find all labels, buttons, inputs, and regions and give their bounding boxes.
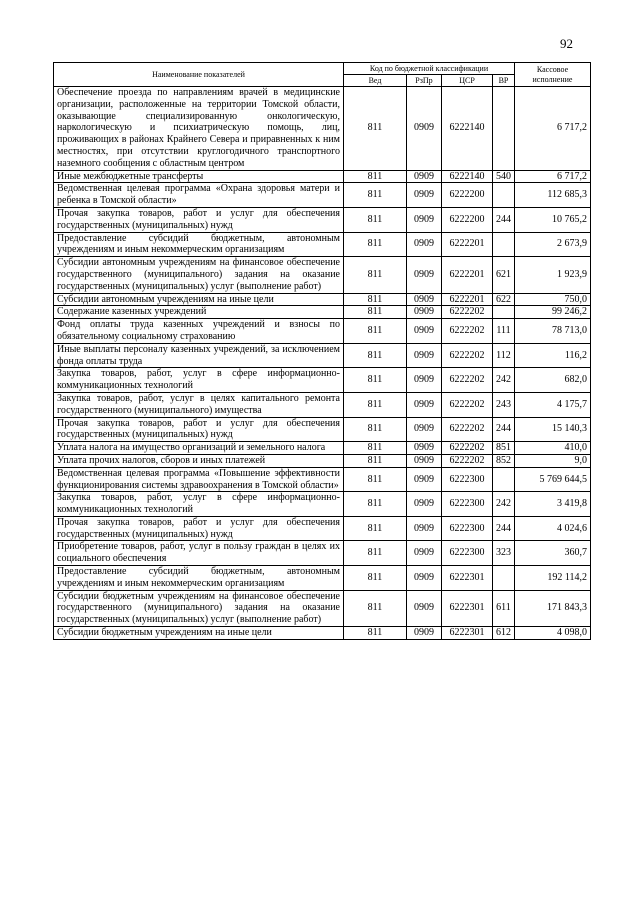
cell-amount: 78 713,0 <box>515 319 591 344</box>
table-row <box>54 343 591 368</box>
cell-name: Обеспечение проезда по направлениям врачей в медицинские организации, расположенные на территории Томской области, оказывающие специализированную онкологическую, наркологическую и психиатрическую помощь, лиц, проживающих в районах Крайнего Севера и приравненных к ним местностях, при отсутствии круглогодичного транспортного наземного сообщения с областным центром <box>54 87 344 171</box>
cell-name: Субсидии бюджетным учреждениям на финансовое обеспечение государственного (муниципального) задания на оказание государственных (муниципальных) услуг (выполнение работ) <box>54 590 344 626</box>
cell-csr: 6222202 <box>442 306 493 319</box>
cell-amount: 5 769 644,5 <box>515 467 591 492</box>
cell-csr: 6222300 <box>442 541 493 566</box>
header-ved: Вед <box>344 75 407 87</box>
cell-amount: 112 685,3 <box>515 183 591 208</box>
cell-vr: 111 <box>493 319 515 344</box>
cell-csr: 6222301 <box>442 590 493 626</box>
header-csr: ЦСР <box>442 75 493 87</box>
cell-csr: 6222202 <box>442 343 493 368</box>
cell-vr: 244 <box>493 207 515 232</box>
cell-rzpr: 0909 <box>407 541 442 566</box>
header-amount: Кассовое исполнение <box>515 63 591 87</box>
cell-csr: 6222140 <box>442 170 493 183</box>
cell-amount: 6 717,2 <box>515 170 591 183</box>
table-body <box>54 87 591 640</box>
cell-name: Приобретение товаров, работ, услуг в пользу граждан в целях их социального обеспечения <box>54 541 344 566</box>
cell-csr: 6222202 <box>442 392 493 417</box>
cell-amount: 4 175,7 <box>515 392 591 417</box>
cell-ved: 811 <box>344 319 407 344</box>
cell-name: Предоставление субсидий бюджетным, автономным учреждениям и иным некоммерческим организациям <box>54 232 344 257</box>
cell-vr: 612 <box>493 627 515 640</box>
cell-name: Субсидии бюджетным учреждениям на иные цели <box>54 627 344 640</box>
cell-rzpr: 0909 <box>407 87 442 171</box>
cell-csr: 6222202 <box>442 454 493 467</box>
table-row <box>54 293 591 306</box>
table-row <box>54 442 591 455</box>
cell-amount: 99 246,2 <box>515 306 591 319</box>
cell-amount: 9,0 <box>515 454 591 467</box>
cell-vr: 244 <box>493 417 515 442</box>
cell-rzpr: 0909 <box>407 454 442 467</box>
cell-rzpr: 0909 <box>407 467 442 492</box>
cell-csr: 6222300 <box>442 492 493 517</box>
table-row <box>54 319 591 344</box>
cell-ved: 811 <box>344 392 407 417</box>
cell-csr: 6222200 <box>442 183 493 208</box>
table-row <box>54 183 591 208</box>
cell-vr <box>493 467 515 492</box>
cell-csr: 6222201 <box>442 293 493 306</box>
cell-amount: 6 717,2 <box>515 87 591 171</box>
table-row <box>54 417 591 442</box>
cell-rzpr: 0909 <box>407 417 442 442</box>
cell-rzpr: 0909 <box>407 516 442 541</box>
cell-vr <box>493 306 515 319</box>
header-name: Наименование показателей <box>54 63 344 87</box>
header-rzpr: РзПр <box>407 75 442 87</box>
cell-rzpr: 0909 <box>407 627 442 640</box>
cell-ved: 811 <box>344 207 407 232</box>
cell-rzpr: 0909 <box>407 170 442 183</box>
header-code-group: Код по бюджетной классификации <box>344 63 515 75</box>
table-row <box>54 627 591 640</box>
cell-vr <box>493 232 515 257</box>
table-row <box>54 392 591 417</box>
cell-rzpr: 0909 <box>407 566 442 591</box>
cell-vr: 852 <box>493 454 515 467</box>
cell-name: Субсидии автономным учреждениям на финансовое обеспечение государственного (муниципального) задания на оказание государственных (муниципальных) услуг (выполнение работ) <box>54 257 344 293</box>
cell-ved: 811 <box>344 442 407 455</box>
cell-csr: 6222301 <box>442 566 493 591</box>
cell-ved: 811 <box>344 454 407 467</box>
cell-name: Фонд оплаты труда казенных учреждений и взносы по обязательному социальному страхованию <box>54 319 344 344</box>
cell-vr: 540 <box>493 170 515 183</box>
cell-ved: 811 <box>344 368 407 393</box>
cell-ved: 811 <box>344 590 407 626</box>
cell-csr: 6222202 <box>442 417 493 442</box>
cell-amount: 171 843,3 <box>515 590 591 626</box>
cell-vr: 323 <box>493 541 515 566</box>
cell-amount: 360,7 <box>515 541 591 566</box>
cell-csr: 6222202 <box>442 442 493 455</box>
cell-name: Прочая закупка товаров, работ и услуг для обеспечения государственных (муниципальных) нужд <box>54 207 344 232</box>
cell-ved: 811 <box>344 627 407 640</box>
cell-rzpr: 0909 <box>407 257 442 293</box>
cell-csr: 6222202 <box>442 368 493 393</box>
table-row <box>54 306 591 319</box>
table-header <box>54 63 591 87</box>
cell-ved: 811 <box>344 467 407 492</box>
cell-name: Ведомственная целевая программа «Охрана здоровья матери и ребенка в Томской области» <box>54 183 344 208</box>
cell-vr: 242 <box>493 492 515 517</box>
cell-name: Закупка товаров, работ, услуг в сфере информационно-коммуникационных технологий <box>54 368 344 393</box>
cell-rzpr: 0909 <box>407 207 442 232</box>
cell-ved: 811 <box>344 232 407 257</box>
cell-amount: 15 140,3 <box>515 417 591 442</box>
cell-ved: 811 <box>344 183 407 208</box>
cell-csr: 6222202 <box>442 319 493 344</box>
cell-vr: 851 <box>493 442 515 455</box>
table-row <box>54 454 591 467</box>
cell-vr: 622 <box>493 293 515 306</box>
cell-rzpr: 0909 <box>407 492 442 517</box>
cell-vr: 611 <box>493 590 515 626</box>
cell-vr: 242 <box>493 368 515 393</box>
cell-rzpr: 0909 <box>407 183 442 208</box>
cell-rzpr: 0909 <box>407 319 442 344</box>
cell-ved: 811 <box>344 541 407 566</box>
table-row <box>54 516 591 541</box>
cell-rzpr: 0909 <box>407 368 442 393</box>
cell-ved: 811 <box>344 566 407 591</box>
cell-amount: 2 673,9 <box>515 232 591 257</box>
cell-ved: 811 <box>344 343 407 368</box>
cell-rzpr: 0909 <box>407 343 442 368</box>
cell-vr <box>493 183 515 208</box>
table-row <box>54 232 591 257</box>
cell-vr: 112 <box>493 343 515 368</box>
cell-ved: 811 <box>344 170 407 183</box>
cell-name: Прочая закупка товаров, работ и услуг для обеспечения государственных (муниципальных) нужд <box>54 516 344 541</box>
header-vr: ВР <box>493 75 515 87</box>
cell-csr: 6222140 <box>442 87 493 171</box>
cell-name: Ведомственная целевая программа «Повышение эффективности функционирования системы здравоохранения в Томской области» <box>54 467 344 492</box>
cell-name: Уплата налога на имущество организаций и земельного налога <box>54 442 344 455</box>
cell-csr: 6222201 <box>442 232 493 257</box>
cell-amount: 682,0 <box>515 368 591 393</box>
cell-amount: 10 765,2 <box>515 207 591 232</box>
page-number: 92 <box>560 36 573 51</box>
table-row <box>54 87 591 171</box>
cell-vr: 621 <box>493 257 515 293</box>
cell-amount: 116,2 <box>515 343 591 368</box>
cell-csr: 6222201 <box>442 257 493 293</box>
cell-rzpr: 0909 <box>407 392 442 417</box>
table-row <box>54 257 591 293</box>
cell-rzpr: 0909 <box>407 442 442 455</box>
cell-name: Закупка товаров, работ, услуг в сфере информационно-коммуникационных технологий <box>54 492 344 517</box>
cell-name: Иные выплаты персоналу казенных учреждений, за исключением фонда оплаты труда <box>54 343 344 368</box>
budget-table <box>53 62 591 640</box>
cell-csr: 6222200 <box>442 207 493 232</box>
table-row <box>54 467 591 492</box>
cell-amount: 192 114,2 <box>515 566 591 591</box>
cell-amount: 4 098,0 <box>515 627 591 640</box>
cell-vr <box>493 87 515 171</box>
cell-ved: 811 <box>344 257 407 293</box>
table-row <box>54 368 591 393</box>
cell-ved: 811 <box>344 516 407 541</box>
cell-csr: 6222300 <box>442 467 493 492</box>
cell-name: Прочая закупка товаров, работ и услуг для обеспечения государственных (муниципальных) нужд <box>54 417 344 442</box>
cell-vr <box>493 566 515 591</box>
cell-name: Предоставление субсидий бюджетным, автономным учреждениям и иным некоммерческим организациям <box>54 566 344 591</box>
table-row <box>54 566 591 591</box>
table-row <box>54 492 591 517</box>
cell-amount: 1 923,9 <box>515 257 591 293</box>
cell-amount: 3 419,8 <box>515 492 591 517</box>
cell-ved: 811 <box>344 417 407 442</box>
cell-name: Закупка товаров, работ, услуг в целях капитального ремонта государственного (муниципального) имущества <box>54 392 344 417</box>
cell-ved: 811 <box>344 87 407 171</box>
cell-ved: 811 <box>344 492 407 517</box>
cell-amount: 750,0 <box>515 293 591 306</box>
cell-name: Субсидии автономным учреждениям на иные цели <box>54 293 344 306</box>
cell-rzpr: 0909 <box>407 306 442 319</box>
cell-ved: 811 <box>344 306 407 319</box>
cell-csr: 6222300 <box>442 516 493 541</box>
table-row <box>54 590 591 626</box>
cell-rzpr: 0909 <box>407 590 442 626</box>
cell-name: Содержание казенных учреждений <box>54 306 344 319</box>
cell-rzpr: 0909 <box>407 293 442 306</box>
table-row <box>54 207 591 232</box>
cell-name: Уплата прочих налогов, сборов и иных платежей <box>54 454 344 467</box>
cell-ved: 811 <box>344 293 407 306</box>
cell-amount: 410,0 <box>515 442 591 455</box>
cell-vr: 243 <box>493 392 515 417</box>
table-row <box>54 170 591 183</box>
table-row <box>54 541 591 566</box>
cell-amount: 4 024,6 <box>515 516 591 541</box>
cell-csr: 6222301 <box>442 627 493 640</box>
cell-rzpr: 0909 <box>407 232 442 257</box>
cell-vr: 244 <box>493 516 515 541</box>
cell-name: Иные межбюджетные трансферты <box>54 170 344 183</box>
